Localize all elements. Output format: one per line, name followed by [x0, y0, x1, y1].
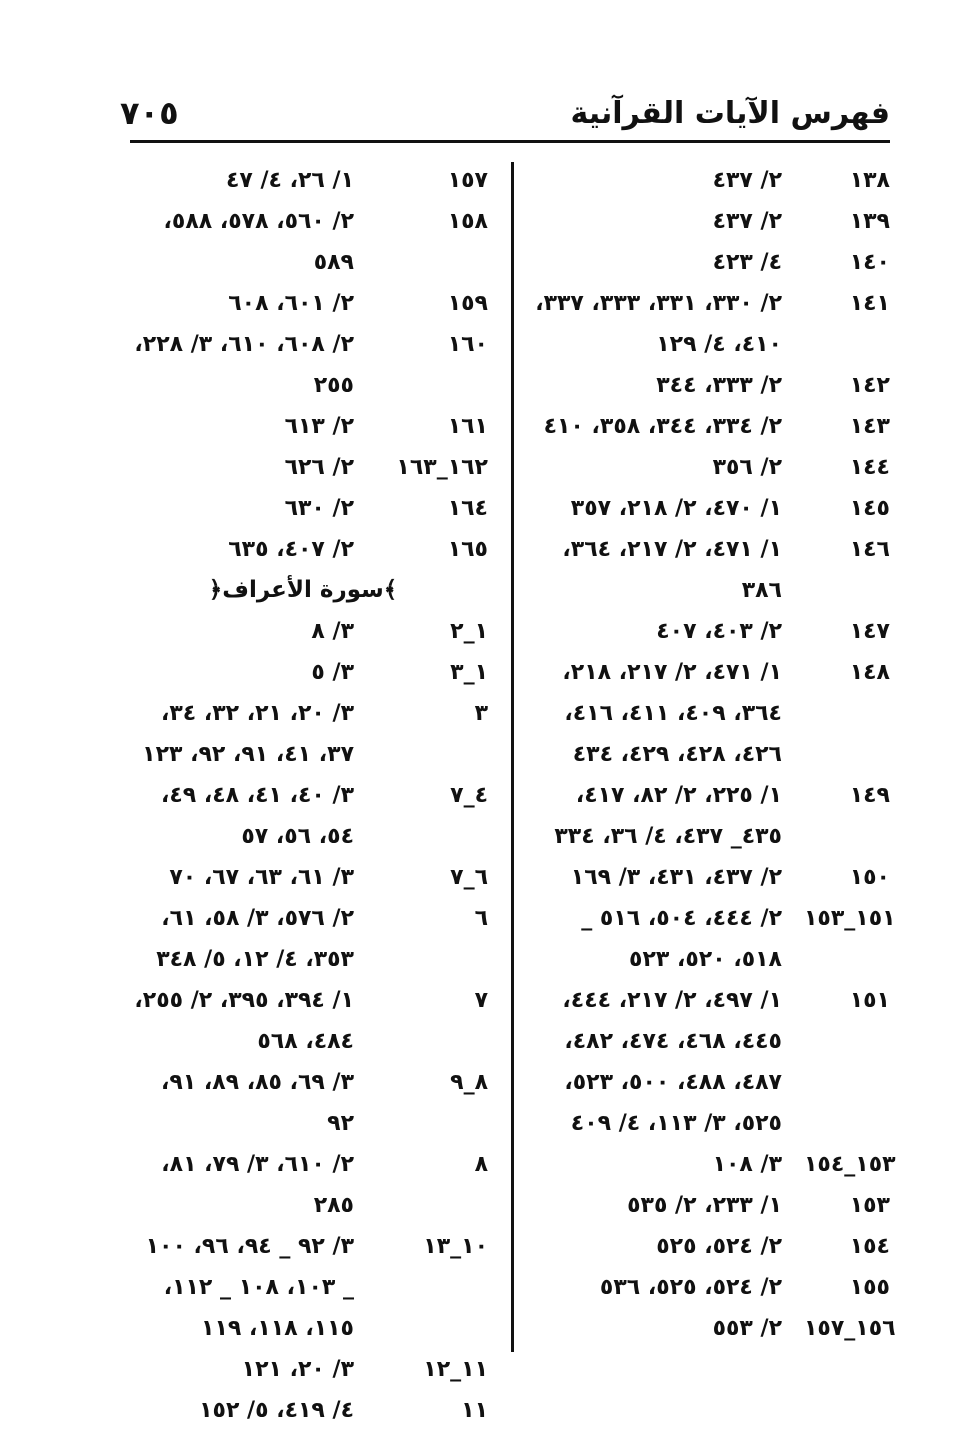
index-entry	[528, 242, 890, 283]
index-entry	[128, 693, 488, 775]
page-references: ١/ ٢٣٣، ٢/ ٥٣٥	[627, 1193, 782, 1218]
surah-heading: ﴿سورة الأعراف﴾	[208, 577, 398, 603]
index-entry	[528, 529, 890, 611]
index-entry	[528, 283, 890, 365]
verse-number: ١٦٠	[447, 332, 488, 357]
verse-number: ١٦٢_١٦٣	[396, 455, 488, 480]
page-references: ٢/ ٤٤٤، ٥٠٤، ٥١٦ _ ٥١٨، ٥٢٠، ٥٢٣	[581, 906, 782, 972]
page-references: ٢/ ٤٣٧، ٤٣١، ٣/ ١٦٩	[570, 865, 782, 890]
page-references: ٢/ ٥٦٠، ٥٧٨، ٥٨٨، ٥٨٩	[163, 209, 354, 275]
index-entry	[128, 611, 488, 652]
index-entry	[528, 365, 890, 406]
index-entry	[528, 488, 890, 529]
page-references: ٣/ ٢٠، ٢١، ٣٢، ٣٤، ٣٧، ٤١، ٩١، ٩٢، ١٢٣	[142, 701, 354, 767]
index-entry	[528, 652, 890, 775]
verse-number: ١٣٩	[849, 209, 890, 234]
page-references: ٣/ ٤٠، ٤١، ٤٨، ٤٩، ٥٤، ٥٦، ٥٧	[160, 783, 354, 849]
index-entry	[128, 324, 488, 406]
page-references: ٣/ ٢٠، ١٢١	[241, 1357, 354, 1382]
verse-number: ٦	[474, 906, 488, 931]
page-references: ٢/ ٣٣٠، ٣٣١، ٣٣٣، ٣٣٧، ٤١٠، ٤/ ١٢٩	[535, 291, 782, 357]
page-references: ٢/ ٣٣٣، ٣٤٤	[656, 373, 782, 398]
verse-number: ١٥٠	[849, 865, 890, 890]
index-entry	[128, 1062, 488, 1144]
verse-number: ٨_٩	[450, 1070, 488, 1095]
column-divider	[511, 162, 514, 1352]
page-references: ٣/ ٥	[311, 660, 354, 685]
index-entry	[528, 1144, 896, 1185]
verse-number: ١١	[461, 1398, 488, 1423]
index-entry	[528, 406, 890, 447]
verse-number: ١٦٤	[447, 496, 488, 521]
verse-number: ٣	[474, 701, 488, 726]
verse-number: ١٥٧	[447, 168, 488, 193]
page-references: ١/ ٤٩٧، ٢/ ٢١٧، ٤٤٤، ٤٤٥، ٤٦٨، ٤٧٤، ٤٨٢، ٤٨٧، ٤٨٨، ٥٠٠، ٥٢٣، ٥٢٥، ٣/ ١١٣، ٤/ ٤٠٩	[562, 988, 782, 1136]
index-entry	[128, 1144, 488, 1226]
verse-number: ١٤٩	[849, 783, 890, 808]
verse-number: ١٤٨	[849, 660, 890, 685]
verse-number: ١٥٤	[849, 1234, 890, 1259]
page-references: ١/ ٤٧٠، ٢/ ٢١٨، ٣٥٧	[570, 496, 782, 521]
index-entry	[128, 1390, 488, 1431]
index-entry	[128, 1226, 488, 1349]
index-entry	[528, 980, 890, 1144]
verse-number: ١٤٣	[849, 414, 890, 439]
page-references: ٣/ ٦١، ٦٣، ٦٧، ٧٠	[169, 865, 354, 890]
verse-number: ٨	[474, 1152, 488, 1177]
verse-number: ١٥١	[849, 988, 890, 1013]
verse-number: ٦_٧	[450, 865, 488, 890]
verse-number: ١٤٠	[849, 250, 890, 275]
page-references: ٢/ ٦٢٦	[284, 455, 354, 480]
index-entry	[128, 160, 488, 201]
header-rule	[130, 140, 890, 143]
page-references: ٢/ ٤٣٧	[712, 209, 782, 234]
index-entry	[528, 201, 890, 242]
verse-number: ١٠_١٣	[423, 1234, 488, 1259]
page-references: ٢/ ٥٧٦، ٣/ ٥٨، ٦١، ٣٥٣، ٤/ ١٢، ٥/ ٣٤٨	[156, 906, 354, 972]
page-title: فهرس الآيات القرآنية	[570, 95, 890, 131]
verse-number: ١٥١_١٥٣	[804, 906, 896, 931]
index-entry	[528, 857, 890, 898]
index-entry	[128, 529, 488, 570]
page-references: ٢/ ٦٠١، ٦٠٨	[228, 291, 354, 316]
verse-number: ١٦٥	[447, 537, 488, 562]
index-entry	[528, 160, 890, 201]
index-entry	[528, 1226, 890, 1267]
verse-number: ١٦١	[447, 414, 488, 439]
page-references: ٣/ ٦٩، ٨٥، ٨٩، ٩١، ٩٢	[160, 1070, 354, 1136]
page-references: ٣/ ٩٢ _ ٩٤، ٩٦، ١٠٠ _ ١٠٣، ١٠٨ _ ١١٢، ١١٥، ١١٨، ١١٩	[145, 1234, 354, 1341]
verse-number: ١٥٩	[447, 291, 488, 316]
page-references: ٢/ ٥٢٤، ٥٢٥، ٥٣٦	[599, 1275, 782, 1300]
index-entry	[528, 611, 890, 652]
index-entry	[128, 652, 488, 693]
page-number: ٧٠٥	[120, 94, 179, 132]
verse-number: ١_٢	[450, 619, 488, 644]
page-references: ٢/ ٦٣٠	[284, 496, 354, 521]
index-entry	[528, 1267, 890, 1308]
verse-number: ١٥٦_١٥٧	[804, 1316, 896, 1341]
verse-number: ١٤٦	[849, 537, 890, 562]
index-entry	[128, 201, 488, 283]
page-references: ٢/ ٦١٣	[284, 414, 354, 439]
verse-number: ١٤٢	[849, 373, 890, 398]
page-references: ٢/ ٥٢٤، ٥٢٥	[656, 1234, 782, 1259]
index-entry	[528, 1308, 896, 1349]
page-references: ٤/ ٤٢٣	[712, 250, 782, 275]
page-references: ٤/ ٤١٩، ٥/ ١٥٢	[199, 1398, 354, 1423]
index-entry	[128, 283, 488, 324]
page-references: ١/ ٤٧١، ٢/ ٢١٧، ٢١٨، ٣٦٤، ٤٠٩، ٤١١، ٤١٦، ٤٢٦، ٤٢٨، ٤٢٩، ٤٣٤	[562, 660, 782, 767]
index-entry	[528, 898, 896, 980]
page-references: ١/ ٤٧١، ٢/ ٢١٧، ٣٦٤، ٣٨٦	[562, 537, 782, 603]
page-references: ٣/ ١٠٨	[712, 1152, 782, 1177]
page-references: ٢/ ٤٠٣، ٤٠٧	[656, 619, 782, 644]
verse-number: ١٥٥	[849, 1275, 890, 1300]
index-entry	[128, 1349, 488, 1390]
page-references: ٢/ ٤٠٧، ٦٣٥	[228, 537, 354, 562]
page-references: ٢/ ٦٠٨، ٦١٠، ٣/ ٢٢٨، ٢٥٥	[134, 332, 354, 398]
verse-number: ١٤٧	[849, 619, 890, 644]
page-references: ١/ ٣٩٤، ٣٩٥، ٢/ ٢٥٥، ٤٨٤، ٥٦٨	[134, 988, 354, 1054]
verse-number: ١٥٣_١٥٤	[804, 1152, 896, 1177]
index-entry	[528, 447, 890, 488]
verse-number: ١٣٨	[849, 168, 890, 193]
index-entry	[128, 898, 488, 980]
index-entry	[128, 447, 488, 488]
page-references: ١/ ٢٢٥، ٢/ ٨٢، ٤١٧، ٤٣٥_ ٤٣٧، ٤/ ٣٦، ٣٣٤	[554, 783, 782, 849]
verse-number: ٧	[474, 988, 488, 1013]
verse-number: ١٥٣	[849, 1193, 890, 1218]
page-references: ٢/ ٣٥٦	[712, 455, 782, 480]
verse-number: ١٤٤	[849, 455, 890, 480]
index-entry	[128, 857, 488, 898]
verse-number: ١_٣	[450, 660, 488, 685]
index-entry	[528, 1185, 890, 1226]
index-entry	[128, 406, 488, 447]
page-references: ٢/ ٣٣٤، ٣٤٤، ٣٥٨، ٤١٠	[543, 414, 782, 439]
page-references: ٣/ ٨	[311, 619, 354, 644]
page-references: ٢/ ٥٥٣	[712, 1316, 782, 1341]
index-entry	[528, 775, 890, 857]
verse-number: ٤_٧	[450, 783, 488, 808]
page-references: ٢/ ٤٣٧	[712, 168, 782, 193]
page-references: ١/ ٢٦، ٤/ ٤٧	[225, 168, 354, 193]
index-entry	[128, 980, 488, 1062]
right-index-column	[528, 160, 896, 1349]
verse-number: ١٤١	[849, 291, 890, 316]
verse-number: ١٤٥	[849, 496, 890, 521]
left-index-column	[128, 160, 488, 1431]
page-header	[120, 88, 890, 138]
verse-number: ١١_١٢	[423, 1357, 488, 1382]
verse-number: ١٥٨	[447, 209, 488, 234]
page-references: ٢/ ٦١٠، ٣/ ٧٩، ٨١، ٢٨٥	[161, 1152, 354, 1218]
index-entry	[128, 488, 488, 529]
index-entry	[128, 775, 488, 857]
